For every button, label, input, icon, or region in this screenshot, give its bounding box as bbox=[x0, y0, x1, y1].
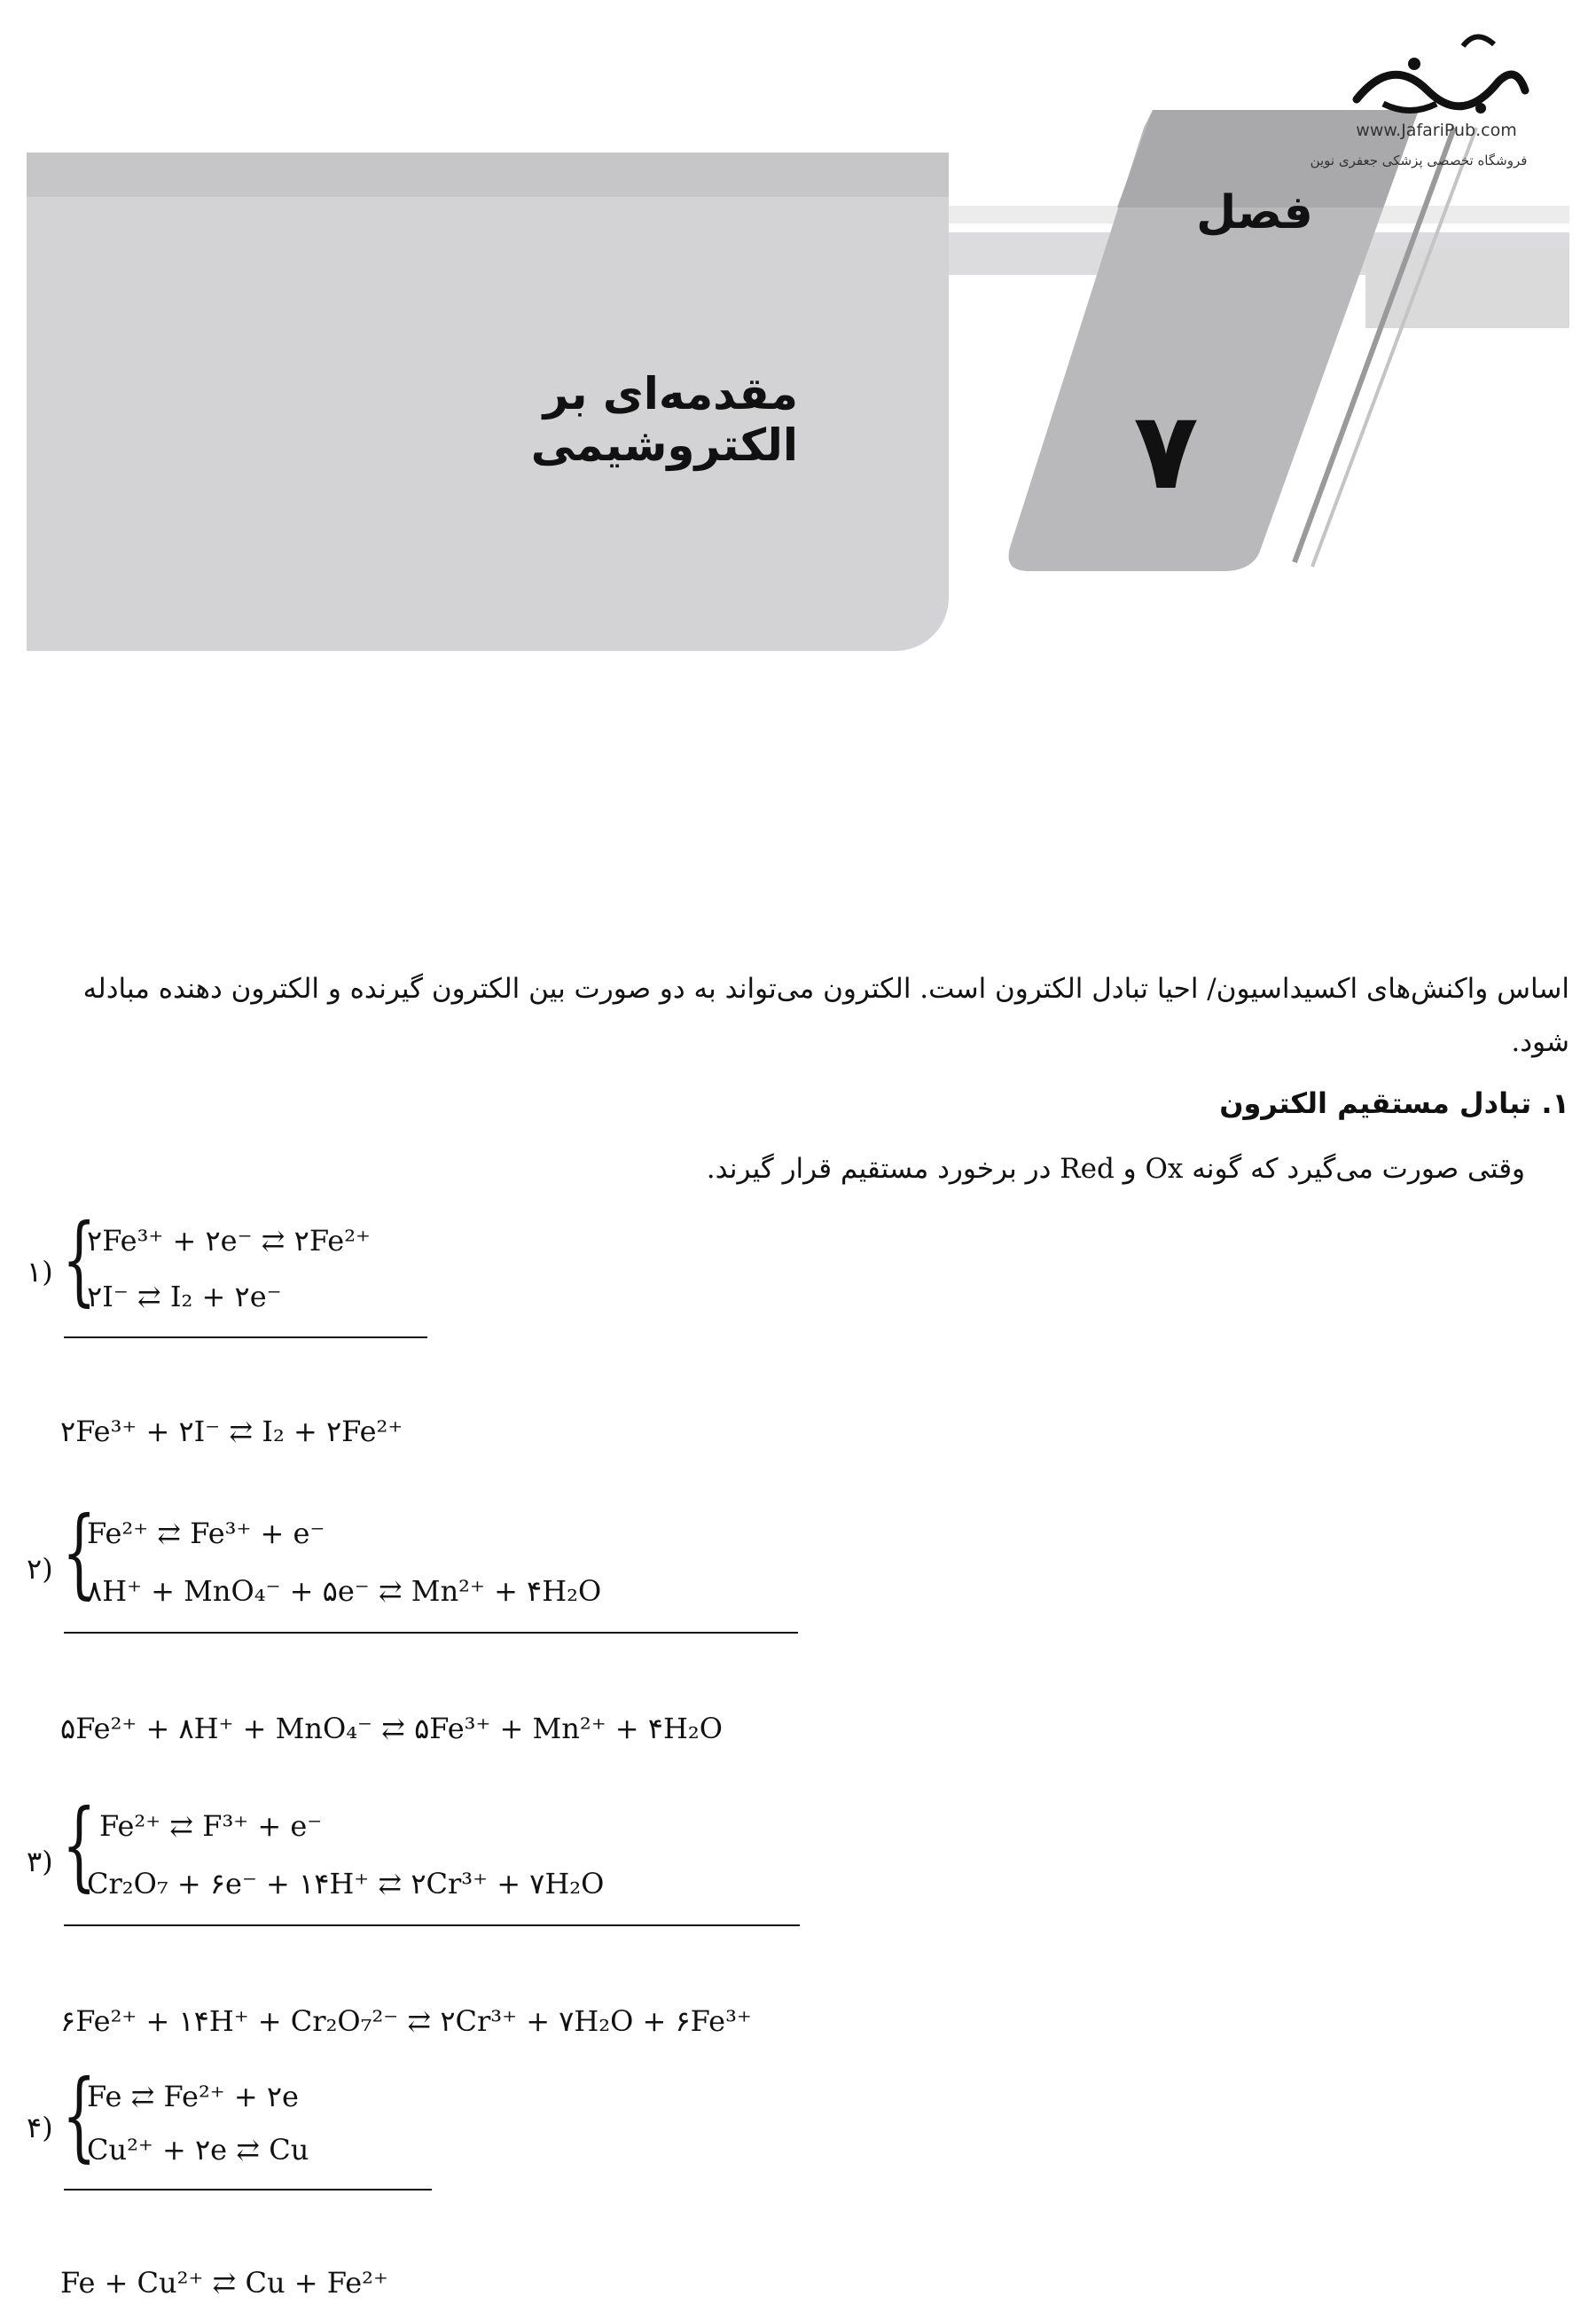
sum-rule bbox=[64, 1924, 800, 1926]
sum-rule bbox=[64, 1336, 427, 1338]
net-reaction: Fe + Cu²⁺ ⇄ Cu + Fe²⁺ bbox=[60, 2266, 388, 2300]
half-reaction: Fe²⁺ ⇄ Fe³⁺ + e⁻ bbox=[87, 1517, 325, 1550]
section-heading: ۱. تبادل مستقیم الکترون bbox=[1219, 1086, 1569, 1120]
half-reaction: Fe ⇄ Fe²⁺ + ۲e bbox=[87, 2080, 299, 2113]
logo-url: www.JafariPub.com bbox=[1356, 121, 1517, 140]
equation-label: ۴) bbox=[27, 2111, 53, 2144]
net-reaction: ۶Fe²⁺ + ۱۴H⁺ + Cr₂O₇²⁻ ⇄ ۲Cr³⁺ + ۷H₂O + ۶Fe³⁺ bbox=[60, 2004, 752, 2038]
section-intro: وقتی صورت می‌گیرد که گونه Ox و Red در برخورد مستقیم قرار گیرند. bbox=[706, 1153, 1525, 1185]
brace-icon: { bbox=[62, 1495, 97, 1609]
net-reaction: ۲Fe³⁺ + ۲I⁻ ⇄ I₂ + ۲Fe²⁺ bbox=[60, 1415, 403, 1448]
chapter-tab-shape bbox=[993, 110, 1490, 571]
half-reaction: ۸H⁺ + MnO₄⁻ + ۵e⁻ ⇄ Mn²⁺ + ۴H₂O bbox=[87, 1574, 602, 1608]
chapter-number: ۷ bbox=[1133, 390, 1199, 513]
equation-label: ۳) bbox=[27, 1845, 53, 1878]
sum-rule bbox=[64, 2189, 432, 2191]
half-reaction: Fe²⁺ ⇄ F³⁺ + e⁻ bbox=[99, 1809, 323, 1843]
chapter-label: فصل bbox=[1196, 186, 1313, 239]
brace-icon: { bbox=[62, 1788, 97, 1901]
equation-label: ۲) bbox=[27, 1552, 53, 1586]
half-reaction: Cu²⁺ + ۲e ⇄ Cu bbox=[87, 2133, 309, 2167]
brace-icon: { bbox=[62, 1203, 97, 1316]
chapter-title: مقدمه‌ای بر الکتروشیمی bbox=[530, 368, 798, 471]
brace-icon: { bbox=[62, 2058, 97, 2172]
equation-label: ۱) bbox=[27, 1255, 53, 1289]
intro-paragraph: اساس واکنش‌های اکسیداسیون/ احیا تبادل الکترون است. الکترون می‌تواند به دو صورت بین الکترون گیرنده و الکترون دهنده مبادله شود. bbox=[82, 973, 1569, 1058]
jafaripub-logo bbox=[1330, 20, 1534, 175]
half-reaction: ۲I⁻ ⇄ I₂ + ۲e⁻ bbox=[87, 1280, 282, 1313]
sum-rule bbox=[64, 1632, 798, 1634]
net-reaction: ۵Fe²⁺ + ۸H⁺ + MnO₄⁻ ⇄ ۵Fe³⁺ + Mn²⁺ + ۴H₂O bbox=[60, 1712, 723, 1745]
half-reaction: ۲Fe³⁺ + ۲e⁻ ⇄ ۲Fe²⁺ bbox=[87, 1224, 371, 1258]
chapter-header-top-strip bbox=[27, 153, 949, 197]
half-reaction: Cr₂O₇ + ۶e⁻ + ۱۴H⁺ ⇄ ۲Cr³⁺ + ۷H₂O bbox=[87, 1867, 605, 1901]
logo-tagline: فروشگاه تخصصی پزشکی جعفری نوین bbox=[1310, 153, 1528, 169]
